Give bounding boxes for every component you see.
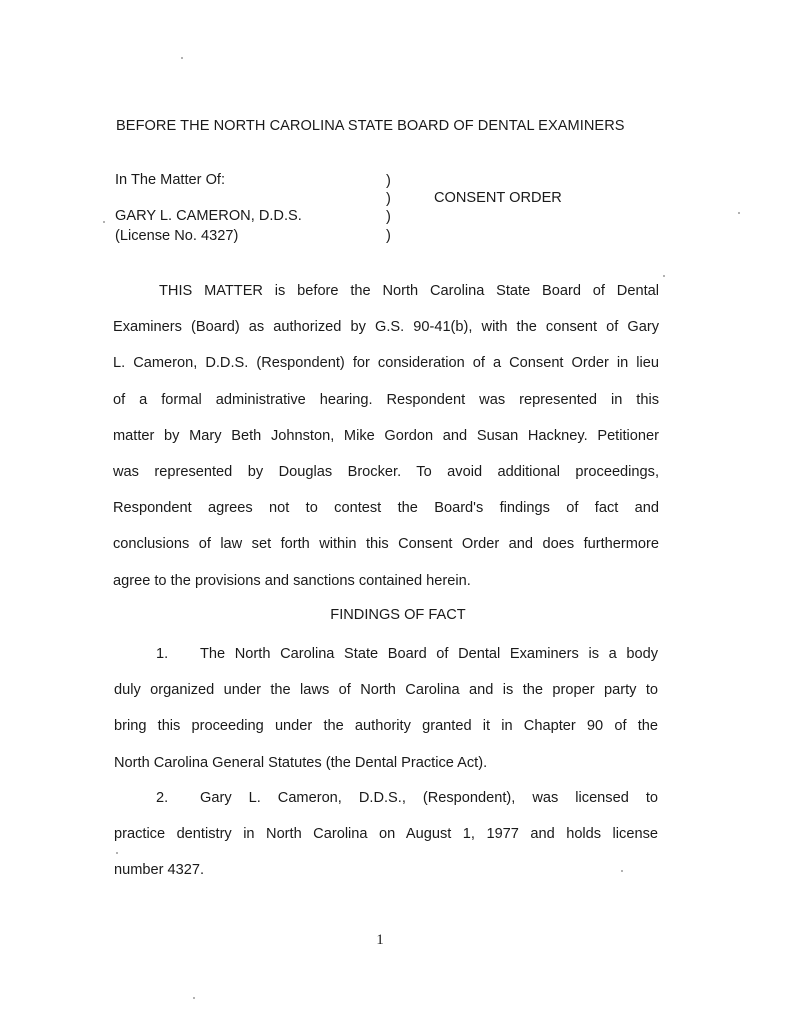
intro-line: conclusions of law set forth within this Consent Order and does furthermore [113, 536, 659, 553]
intro-line: L. Cameron, D.D.S. (Respondent) for consideration of a Consent Order in lieu [113, 355, 659, 372]
intro-line: Examiners (Board) as authorized by G.S. 90-41(b), with the consent of Gary [113, 319, 659, 336]
page-number: 1 [376, 932, 384, 948]
finding-line: practice dentistry in North Carolina on August 1, 1977 and holds license [114, 826, 658, 843]
scan-speck [621, 870, 623, 872]
scan-speck [181, 57, 183, 59]
finding-first-line [114, 780, 658, 816]
scan-speck [193, 997, 195, 999]
finding-line: bring this proceeding under the authority granted it in Chapter 90 of the [114, 718, 658, 735]
scan-speck [103, 221, 105, 223]
scan-speck [663, 275, 665, 277]
finding-1 [114, 636, 658, 781]
finding-first-line [114, 636, 658, 672]
caption-bracket: ) [386, 191, 391, 207]
consent-order-title: CONSENT ORDER [434, 190, 562, 206]
document-heading: BEFORE THE NORTH CAROLINA STATE BOARD OF DENTAL EXAMINERS [116, 118, 625, 134]
caption-license-number: (License No. 4327) [115, 228, 239, 244]
finding-number: 1. [156, 646, 169, 662]
scan-speck [738, 212, 740, 214]
finding-number: 2. [156, 790, 169, 806]
finding-text: The North Carolina State Board of Dental Examiners is a body [200, 646, 658, 662]
finding-line: number 4327. [114, 862, 205, 879]
intro-line: of a formal administrative hearing. Respondent was represented in this [113, 391, 659, 408]
caption-respondent-name: GARY L. CAMERON, D.D.S. [115, 208, 302, 224]
caption-bracket: ) [386, 173, 391, 189]
scan-speck [116, 852, 118, 854]
findings-of-fact-title: FINDINGS OF FACT [330, 607, 466, 623]
intro-line: matter by Mary Beth Johnston, Mike Gordon and Susan Hackney. Petitioner [113, 427, 659, 444]
caption-bracket: ) [386, 209, 391, 225]
intro-line: Respondent agrees not to contest the Board's findings of fact and [113, 500, 659, 517]
finding-line: duly organized under the laws of North Carolina and is the proper party to [114, 682, 658, 699]
intro-line: was represented by Douglas Brocker. To avoid additional proceedings, [113, 464, 659, 481]
caption-bracket: ) [386, 228, 391, 244]
finding-line: North Carolina General Statutes (the Dental Practice Act). [114, 754, 488, 771]
finding-text: Gary L. Cameron, D.D.S., (Respondent), was licensed to [200, 790, 658, 806]
intro-line: agree to the provisions and sanctions contained herein. [113, 572, 471, 589]
caption-matter-of: In The Matter Of: [115, 172, 226, 188]
intro-paragraph [113, 273, 659, 599]
finding-2 [114, 780, 658, 889]
intro-line: THIS MATTER is before the North Carolina State Board of Dental [159, 283, 659, 299]
